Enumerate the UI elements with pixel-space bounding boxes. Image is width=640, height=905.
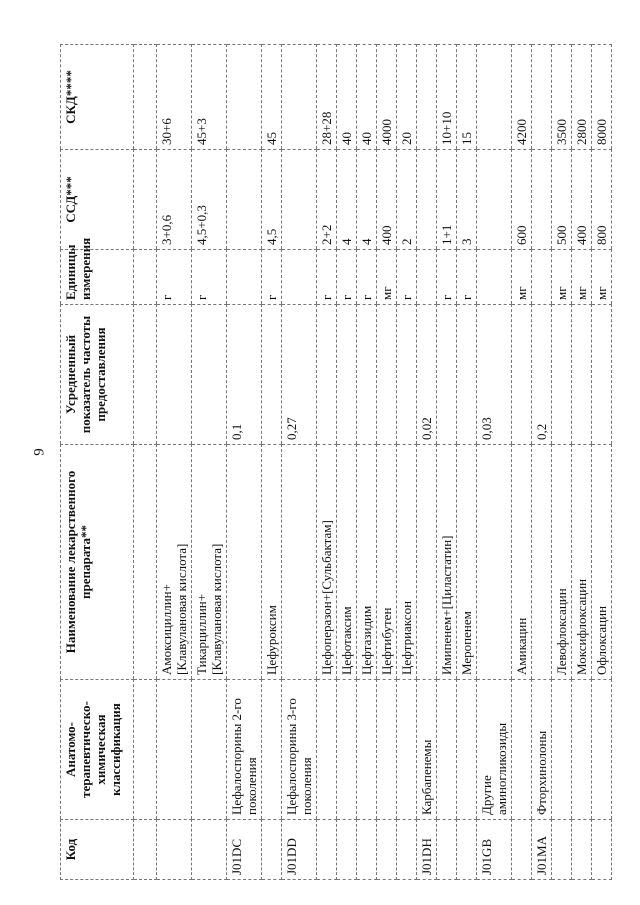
- drug-name-line: Амоксициллин+: [159, 584, 174, 675]
- header-code: Код: [61, 820, 134, 880]
- drug-name: Моксифлоксацин: [572, 445, 592, 680]
- drug-name: Цефтриаксон: [397, 445, 417, 680]
- ssd-cell: 4: [337, 150, 357, 250]
- freq-cell: 0,03: [477, 305, 512, 445]
- skd-cell: 20: [397, 45, 417, 150]
- table-row: [192, 45, 227, 880]
- unit-cell: г: [157, 250, 192, 305]
- table-row: [282, 45, 317, 880]
- code-cell: J01GB: [477, 820, 512, 880]
- skd-cell: 8000: [592, 45, 612, 150]
- table-row: [592, 45, 612, 880]
- freq-cell: 0,1: [227, 305, 262, 445]
- skd-cell: 4200: [512, 45, 532, 150]
- table-row: [337, 45, 357, 880]
- table-row: [377, 45, 397, 880]
- unit-cell: г: [192, 250, 227, 305]
- drug-name-line: [Клавулановая кислота]: [209, 543, 224, 675]
- drug-name: Амикацин: [512, 445, 532, 680]
- header-freq: Усредненный показатель частоты предоставления: [61, 305, 134, 445]
- table-row: [227, 45, 262, 880]
- atc-cell: Карбапенемы: [417, 680, 437, 820]
- code-cell: J01DD: [282, 820, 317, 880]
- skd-cell: 40: [337, 45, 357, 150]
- ssd-cell: 3+0,6: [157, 150, 192, 250]
- skd-cell: 4000: [377, 45, 397, 150]
- atc-cell: Цефалоспорины 3-го поколения: [282, 680, 317, 820]
- table-row: [417, 45, 437, 880]
- skd-cell: 10+10: [437, 45, 457, 150]
- table-row: [437, 45, 457, 880]
- drug-name: [157, 445, 192, 680]
- drug-name: Цефтибутен: [377, 445, 397, 680]
- ssd-cell: 4,5: [262, 150, 282, 250]
- unit-cell: г: [337, 250, 357, 305]
- code-cell: J01MA: [532, 820, 552, 880]
- code-cell: J01DH: [417, 820, 437, 880]
- rotated-table-wrapper: [60, 45, 609, 880]
- atc-cell: Другие аминогликозиды: [477, 680, 512, 820]
- table-row: [477, 45, 512, 880]
- drug-table: [60, 44, 612, 880]
- drug-name: Меропенем: [457, 445, 477, 680]
- ssd-cell: 4: [357, 150, 377, 250]
- skd-cell: 40: [357, 45, 377, 150]
- freq-cell: 0,27: [282, 305, 317, 445]
- header-skd: СКД****: [61, 45, 134, 150]
- table-row: [572, 45, 592, 880]
- unit-cell: г: [262, 250, 282, 305]
- table-row: [532, 45, 552, 880]
- ssd-cell: 1+1: [437, 150, 457, 250]
- unit-cell: мг: [572, 250, 592, 305]
- skd-cell: 45+3: [192, 45, 227, 150]
- ssd-cell: 400: [377, 150, 397, 250]
- skd-cell: 3500: [552, 45, 572, 150]
- unit-cell: г: [397, 250, 417, 305]
- header-drug: Наименование лекарственного препарата**: [61, 445, 134, 680]
- atc-cell: Цефалоспорины 2-го поколения: [227, 680, 262, 820]
- drug-name: [192, 445, 227, 680]
- drug-name: Цефоперазон+[Сульбактам]: [317, 445, 337, 680]
- header-ssd: ССД***: [61, 150, 134, 250]
- ssd-cell: 500: [552, 150, 572, 250]
- unit-cell: г: [357, 250, 377, 305]
- drug-name: Левофлоксацин: [552, 445, 572, 680]
- drug-name-line: [Клавулановая кислота]: [174, 543, 189, 675]
- skd-cell: 45: [262, 45, 282, 150]
- skd-cell: 30+6: [157, 45, 192, 150]
- freq-cell: 0,2: [532, 305, 552, 445]
- table-header-row: [61, 45, 134, 880]
- unit-cell: г: [317, 250, 337, 305]
- table-row: [397, 45, 417, 880]
- unit-cell: г: [457, 250, 477, 305]
- table-row: [262, 45, 282, 880]
- drug-name: Имипенем+[Циластатин]: [437, 445, 457, 680]
- drug-name-line: Тикарциллин+: [194, 593, 209, 675]
- drug-name: Цефотаксим: [337, 445, 357, 680]
- table-row: [317, 45, 337, 880]
- drug-name: Цефтазидим: [357, 445, 377, 680]
- skd-cell: 2800: [572, 45, 592, 150]
- table-row: [357, 45, 377, 880]
- table-row: [134, 45, 157, 880]
- page-number: 9: [31, 448, 48, 456]
- drug-name: Цефуроксим: [262, 445, 282, 680]
- unit-cell: мг: [552, 250, 572, 305]
- ssd-cell: 2: [397, 150, 417, 250]
- skd-cell: 28+28: [317, 45, 337, 150]
- table-row: [457, 45, 477, 880]
- header-unit: Единицы измерения: [61, 250, 134, 305]
- ssd-cell: 3: [457, 150, 477, 250]
- ssd-cell: 4,5+0,3: [192, 150, 227, 250]
- atc-cell: Фторхинолоны: [532, 680, 552, 820]
- unit-cell: мг: [512, 250, 532, 305]
- ssd-cell: 600: [512, 150, 532, 250]
- unit-cell: мг: [377, 250, 397, 305]
- table-row: [157, 45, 192, 880]
- unit-cell: мг: [592, 250, 612, 305]
- ssd-cell: 2+2: [317, 150, 337, 250]
- table-row: [512, 45, 532, 880]
- freq-cell: 0,02: [417, 305, 437, 445]
- ssd-cell: 400: [572, 150, 592, 250]
- drug-name: Офлоксацин: [592, 445, 612, 680]
- ssd-cell: 800: [592, 150, 612, 250]
- header-atc: Анатомо-терапевтическо-химическая классификация: [61, 680, 134, 820]
- unit-cell: г: [437, 250, 457, 305]
- skd-cell: 15: [457, 45, 477, 150]
- code-cell: J01DC: [227, 820, 262, 880]
- table-row: [552, 45, 572, 880]
